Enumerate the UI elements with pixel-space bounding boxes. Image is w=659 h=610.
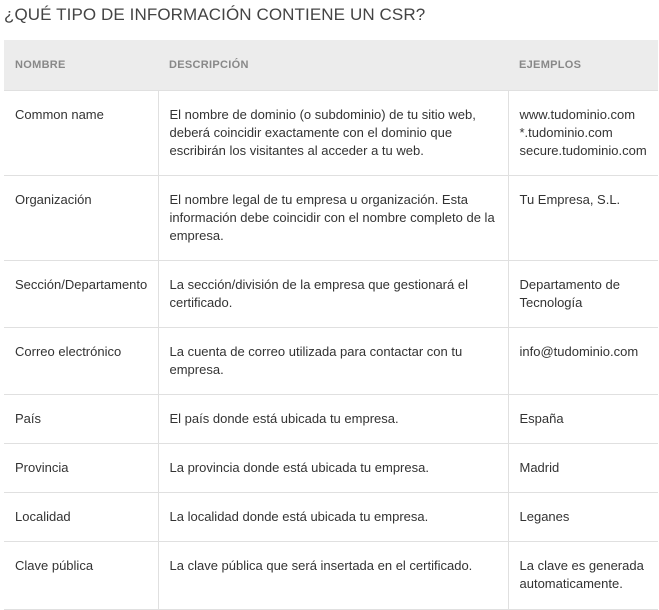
row-name-cell: Clave pública bbox=[4, 542, 158, 610]
row-name-cell: Correo electrónico bbox=[4, 328, 158, 395]
row-examples-cell bbox=[508, 493, 658, 542]
example-value: Madrid bbox=[519, 460, 560, 475]
column-header-ejemplos: EJEMPLOS bbox=[508, 40, 658, 91]
table-row bbox=[4, 493, 658, 542]
table-row bbox=[4, 395, 658, 444]
example-value: La clave es generada automaticamente. bbox=[519, 558, 644, 591]
row-description-cell: La provincia donde está ubicada tu empresa. bbox=[158, 444, 508, 493]
example-value: *.tudominio.com bbox=[519, 125, 613, 140]
example-value: www.tudominio.com bbox=[519, 107, 636, 122]
column-header-nombre: NOMBRE bbox=[4, 40, 158, 91]
example-email-link[interactable]: info@tudominio.com bbox=[519, 344, 639, 359]
row-name-cell: Localidad bbox=[4, 493, 158, 542]
row-description-cell: El nombre legal de tu empresa u organización. Esta información debe coincidir con el nombre completo de la empresa. bbox=[158, 176, 508, 261]
table-header bbox=[4, 40, 658, 91]
row-name-cell: Organización bbox=[4, 176, 158, 261]
column-header-descripcion: DESCRIPCIÓN bbox=[158, 40, 508, 91]
row-examples-cell bbox=[508, 542, 658, 610]
row-examples-cell bbox=[508, 91, 658, 176]
row-examples-cell bbox=[508, 176, 658, 261]
row-description-cell: El nombre de dominio (o subdominio) de tu sitio web, deberá coincidir exactamente con el dominio que escribirán los visitantes al acceder a tu web. bbox=[158, 91, 508, 176]
table-row bbox=[4, 176, 658, 261]
table-row bbox=[4, 444, 658, 493]
row-description-cell: El país donde está ubicada tu empresa. bbox=[158, 395, 508, 444]
table-row bbox=[4, 91, 658, 176]
example-value: Tu Empresa, S.L. bbox=[519, 192, 621, 207]
table-row bbox=[4, 328, 658, 395]
example-value: secure.tudominio.com bbox=[519, 143, 647, 158]
example-value: Departamento de Tecnología bbox=[519, 277, 620, 310]
row-examples-cell bbox=[508, 395, 658, 444]
example-value: Leganes bbox=[519, 509, 570, 524]
row-name-cell: Sección/Departamento bbox=[4, 261, 158, 328]
row-description-cell: La clave pública que será insertada en el certificado. bbox=[158, 542, 508, 610]
table-header-row bbox=[4, 40, 658, 91]
page-title: ¿QUÉ TIPO DE INFORMACIÓN CONTIENE UN CSR? bbox=[4, 5, 426, 24]
row-examples-cell bbox=[508, 261, 658, 328]
row-description-cell: La sección/división de la empresa que gestionará el certificado. bbox=[158, 261, 508, 328]
row-description-cell: La localidad donde está ubicada tu empresa. bbox=[158, 493, 508, 542]
row-name-cell: Provincia bbox=[4, 444, 158, 493]
row-description-cell: La cuenta de correo utilizada para contactar con tu empresa. bbox=[158, 328, 508, 395]
row-examples-cell bbox=[508, 444, 658, 493]
table-row bbox=[4, 542, 658, 610]
table-row bbox=[4, 261, 658, 328]
row-name-cell: Common name bbox=[4, 91, 158, 176]
csr-info-table bbox=[4, 40, 658, 610]
row-examples-cell bbox=[508, 328, 658, 395]
row-name-cell: País bbox=[4, 395, 158, 444]
table-body bbox=[4, 91, 658, 610]
example-value: España bbox=[519, 411, 564, 426]
